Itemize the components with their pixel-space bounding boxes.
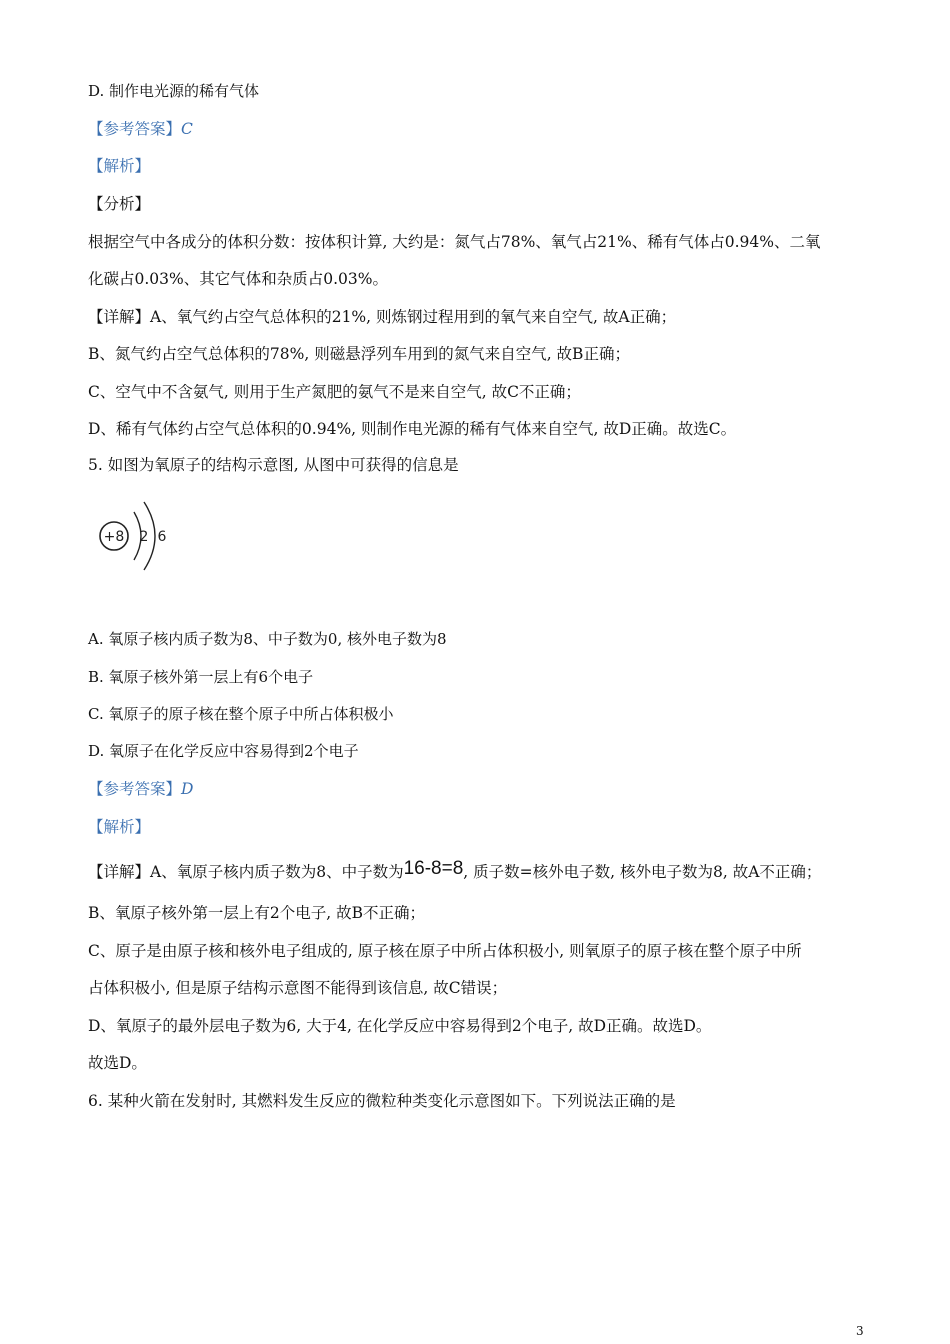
- neutron-formula: 16-8=8: [403, 858, 464, 879]
- q4-detail-a: [88, 307, 676, 327]
- q4-detail-c: C、空气中不含氨气, 则用于生产氮肥的氨气不是来自空气, 故C不正确；: [88, 383, 581, 401]
- q5-answer: [88, 779, 193, 799]
- page-number: 3: [856, 1324, 864, 1338]
- q5-detail-a: [88, 858, 822, 882]
- detail-label: 【详解】: [88, 863, 151, 881]
- answer-value: D: [181, 780, 194, 798]
- q5-option-d: D. 氧原子在化学反应中容易得到2个电子: [88, 742, 359, 760]
- q4-fenxi-heading: 【分析】: [88, 195, 151, 213]
- oxygen-atom-structure-diagram: [90, 494, 180, 578]
- shell-2-electrons: 6: [157, 529, 167, 545]
- question-number: 5.: [88, 456, 103, 474]
- q4-detail-d: D、稀有气体约占空气总体积的0.94%, 则制作电光源的稀有气体来自空气, 故D正确。故选C。: [88, 420, 737, 438]
- detail-label: 【详解】: [88, 308, 151, 326]
- q5-stem: [88, 455, 459, 475]
- q4-detail-b: B、氮气约占空气总体积的78%, 则磁悬浮列车用到的氮气来自空气, 故B正确；: [88, 345, 630, 363]
- shell-1-electrons: 2: [139, 529, 149, 545]
- q6-stem: [88, 1091, 676, 1111]
- q5-option-a: A. 氧原子核内质子数为8、中子数为0, 核外电子数为8: [88, 630, 447, 648]
- question-text: 如图为氧原子的结构示意图, 从图中可获得的信息是: [102, 456, 459, 474]
- q5-detail-b: B、氧原子核外第一层上有2个电子, 故B不正确；: [88, 904, 425, 922]
- question-text: 某种火箭在发射时, 其燃料发生反应的微粒种类变化示意图如下。下列说法正确的是: [102, 1092, 676, 1110]
- q5-detail-c-line-2: 占体积极小, 但是原子结构示意图不能得到该信息, 故C错误；: [88, 979, 508, 997]
- q4-jiexi-heading: 【解析】: [88, 157, 151, 175]
- q5-option-c: C. 氧原子的原子核在整个原子中所占体积极小: [88, 705, 394, 723]
- q4-analysis-line-1: 根据空气中各成分的体积分数：按体积计算, 大约是：氮气占78%、氧气占21%、稀有气体占0.94%、二氧: [88, 233, 821, 251]
- answer-label: 【参考答案】: [88, 780, 182, 798]
- q5-conclusion: 故选D。: [88, 1054, 147, 1072]
- q4-option-d: D. 制作电光源的稀有气体: [88, 82, 260, 100]
- q5-detail-c-line-1: C、原子是由原子核和核外电子组成的, 原子核在原子中所占体积极小, 则氧原子的原子核在整个原子中所: [88, 942, 802, 960]
- answer-label: 【参考答案】: [88, 120, 182, 138]
- detail-text-1: A、氧原子核内质子数为8、中子数为: [150, 863, 404, 881]
- detail-text-2: , 质子数=核外电子数, 核外电子数为8, 故A不正确；: [463, 863, 822, 881]
- q5-option-b: B. 氧原子核外第一层上有6个电子: [88, 668, 314, 686]
- question-number: 6.: [88, 1092, 103, 1110]
- q5-jiexi-heading: 【解析】: [88, 818, 151, 836]
- q5-detail-d: D、氧原子的最外层电子数为6, 大于4, 在化学反应中容易得到2个电子, 故D正确。故选D。: [88, 1017, 712, 1035]
- nucleus-charge: +8: [103, 529, 125, 545]
- answer-value: C: [181, 120, 193, 138]
- q4-analysis-line-2: 化碳占0.03%、其它气体和杂质占0.03%。: [88, 270, 388, 288]
- q4-answer: [88, 119, 193, 139]
- detail-text: A、氧气约占空气总体积的21%, 则炼钢过程用到的氧气来自空气, 故A正确；: [150, 308, 677, 326]
